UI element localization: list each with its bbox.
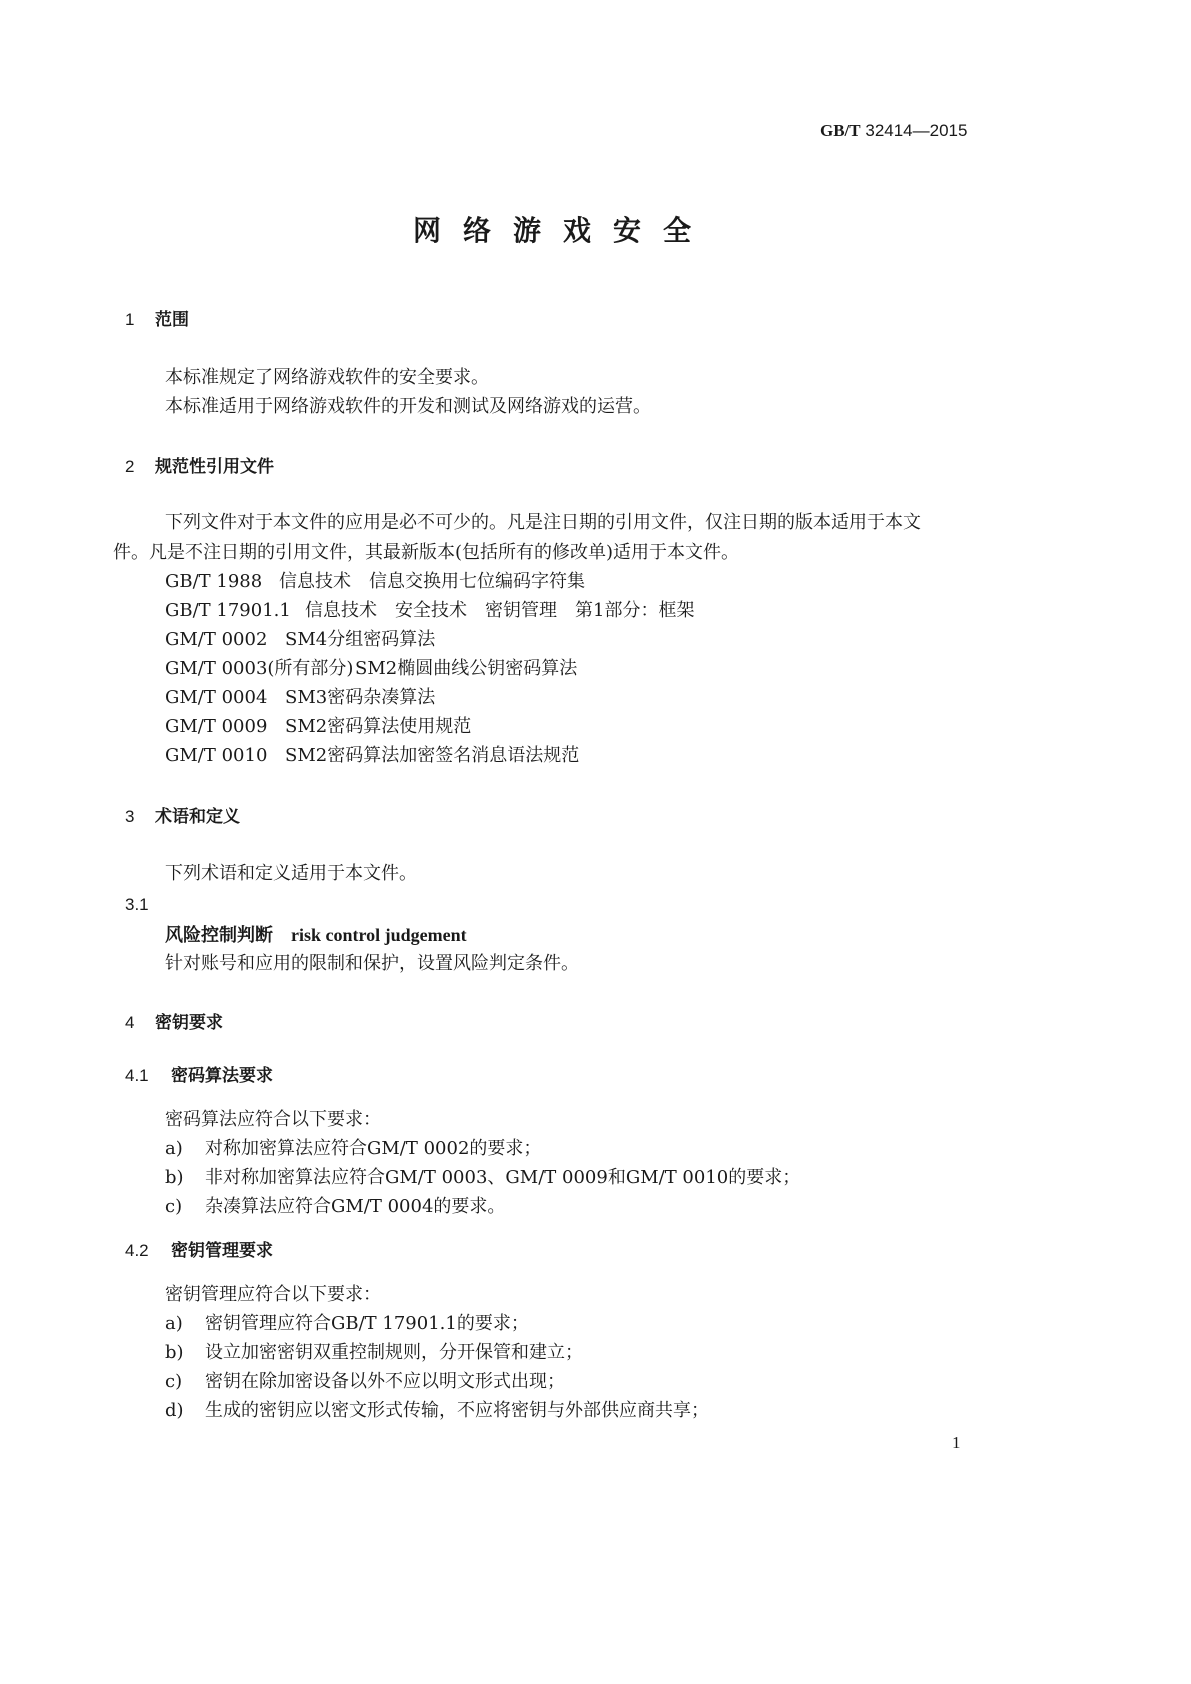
- normative-reference: [165, 747, 579, 765]
- section-number: 4: [125, 1013, 135, 1032]
- standard-code: 32414—2015: [865, 121, 968, 140]
- reference-code: GM/T 0004: [165, 687, 268, 708]
- section-number: 1: [125, 310, 135, 329]
- list-item: [165, 1169, 800, 1187]
- list-item: [165, 1315, 529, 1333]
- subsection-4-1-heading: [125, 1067, 273, 1085]
- list-text: 密钥管理应符合GB/T 17901.1的要求；: [205, 1313, 529, 1334]
- subsection-number: 4.2: [125, 1241, 149, 1260]
- normative-reference: [165, 573, 585, 591]
- section-1-heading: [125, 311, 189, 329]
- reference-title: SM4分组密码算法: [285, 629, 436, 650]
- reference-code: GM/T 0003(所有部分): [165, 658, 354, 679]
- term-english: risk control judgement: [291, 925, 467, 945]
- list-label: c): [165, 1196, 183, 1217]
- reference-code: GM/T 0010: [165, 745, 268, 766]
- paragraph: 本标准规定了网络游戏软件的安全要求。: [165, 367, 489, 388]
- standard-prefix: GB/T: [820, 121, 861, 140]
- document-title: 网络游戏安全: [413, 214, 714, 247]
- page-number: 1: [952, 1433, 961, 1452]
- list-item: [165, 1373, 565, 1391]
- term-definition: 针对账号和应用的限制和保护，设置风险判定条件。: [165, 953, 579, 974]
- reference-title: 信息技术 信息交换用七位编码字符集: [279, 571, 585, 592]
- reference-title: 信息技术 安全技术 密钥管理 第1部分：框架: [305, 600, 695, 621]
- reference-code: GM/T 0002: [165, 629, 268, 650]
- reference-title: SM2密码算法使用规范: [285, 716, 472, 737]
- normative-reference: [165, 631, 435, 649]
- list-text: 对称加密算法应符合GM/T 0002的要求；: [205, 1138, 542, 1159]
- section-3-heading: [125, 808, 240, 826]
- list-text: 密钥在除加密设备以外不应以明文形式出现；: [205, 1371, 565, 1392]
- list-item: [165, 1344, 583, 1362]
- section-number: 2: [125, 457, 135, 476]
- normative-reference: [165, 718, 471, 736]
- list-label: b): [165, 1342, 184, 1363]
- list-label: b): [165, 1167, 184, 1188]
- subsection-number: 4.1: [125, 1066, 149, 1085]
- reference-title: SM2密码算法加密签名消息语法规范: [285, 745, 580, 766]
- reference-code: GM/T 0009: [165, 716, 268, 737]
- list-text: 非对称加密算法应符合GM/T 0003、GM/T 0009和GM/T 0010的要求；: [205, 1167, 801, 1188]
- reference-code: GB/T 17901.1: [165, 600, 291, 621]
- list-label: d): [165, 1400, 184, 1421]
- list-text: 设立加密密钥双重控制规则，分开保管和建立；: [205, 1342, 583, 1363]
- list-label: c): [165, 1371, 183, 1392]
- reference-title: SM3密码杂凑算法: [285, 687, 436, 708]
- list-item: [165, 1198, 505, 1216]
- list-label: a): [165, 1313, 183, 1334]
- section-title: 密钥要求: [155, 1013, 223, 1033]
- normative-reference: [165, 602, 694, 620]
- paragraph: 下列文件对于本文件的应用是必不可少的。凡是注日期的引用文件，仅注日期的版本适用于本文: [165, 512, 921, 533]
- normative-reference: [165, 689, 435, 707]
- reference-code: GB/T 1988: [165, 571, 263, 592]
- section-4-heading: [125, 1014, 223, 1032]
- list-item: [165, 1140, 541, 1158]
- term-chinese: 风险控制判断: [165, 925, 273, 946]
- list-text: 杂凑算法应符合GM/T 0004的要求。: [205, 1196, 506, 1217]
- subsection-title: 密码算法要求: [171, 1066, 273, 1086]
- paragraph: 密钥管理应符合以下要求：: [165, 1284, 381, 1305]
- section-title: 术语和定义: [155, 807, 240, 827]
- list-label: a): [165, 1138, 183, 1159]
- subsection-title: 密钥管理要求: [171, 1241, 273, 1261]
- section-number: 3: [125, 807, 135, 826]
- paragraph: 下列术语和定义适用于本文件。: [165, 863, 417, 884]
- list-text: 生成的密钥应以密文形式传输，不应将密钥与外部供应商共享；: [205, 1400, 709, 1421]
- paragraph: 本标准适用于网络游戏软件的开发和测试及网络游戏的运营。: [165, 396, 651, 417]
- section-title: 范围: [155, 310, 189, 330]
- reference-title: SM2椭圆曲线公钥密码算法: [355, 658, 578, 679]
- list-item: [165, 1402, 709, 1420]
- term-entry: [165, 926, 467, 945]
- normative-reference: [165, 660, 577, 678]
- standard-number: [820, 122, 967, 139]
- term-number: 3.1: [125, 895, 149, 914]
- section-title: 规范性引用文件: [155, 457, 274, 477]
- section-2-heading: [125, 458, 274, 476]
- subsection-4-2-heading: [125, 1242, 273, 1260]
- paragraph: 件。凡是不注日期的引用文件，其最新版本(包括所有的修改单)适用于本文件。: [113, 542, 740, 563]
- paragraph: 密码算法应符合以下要求：: [165, 1109, 381, 1130]
